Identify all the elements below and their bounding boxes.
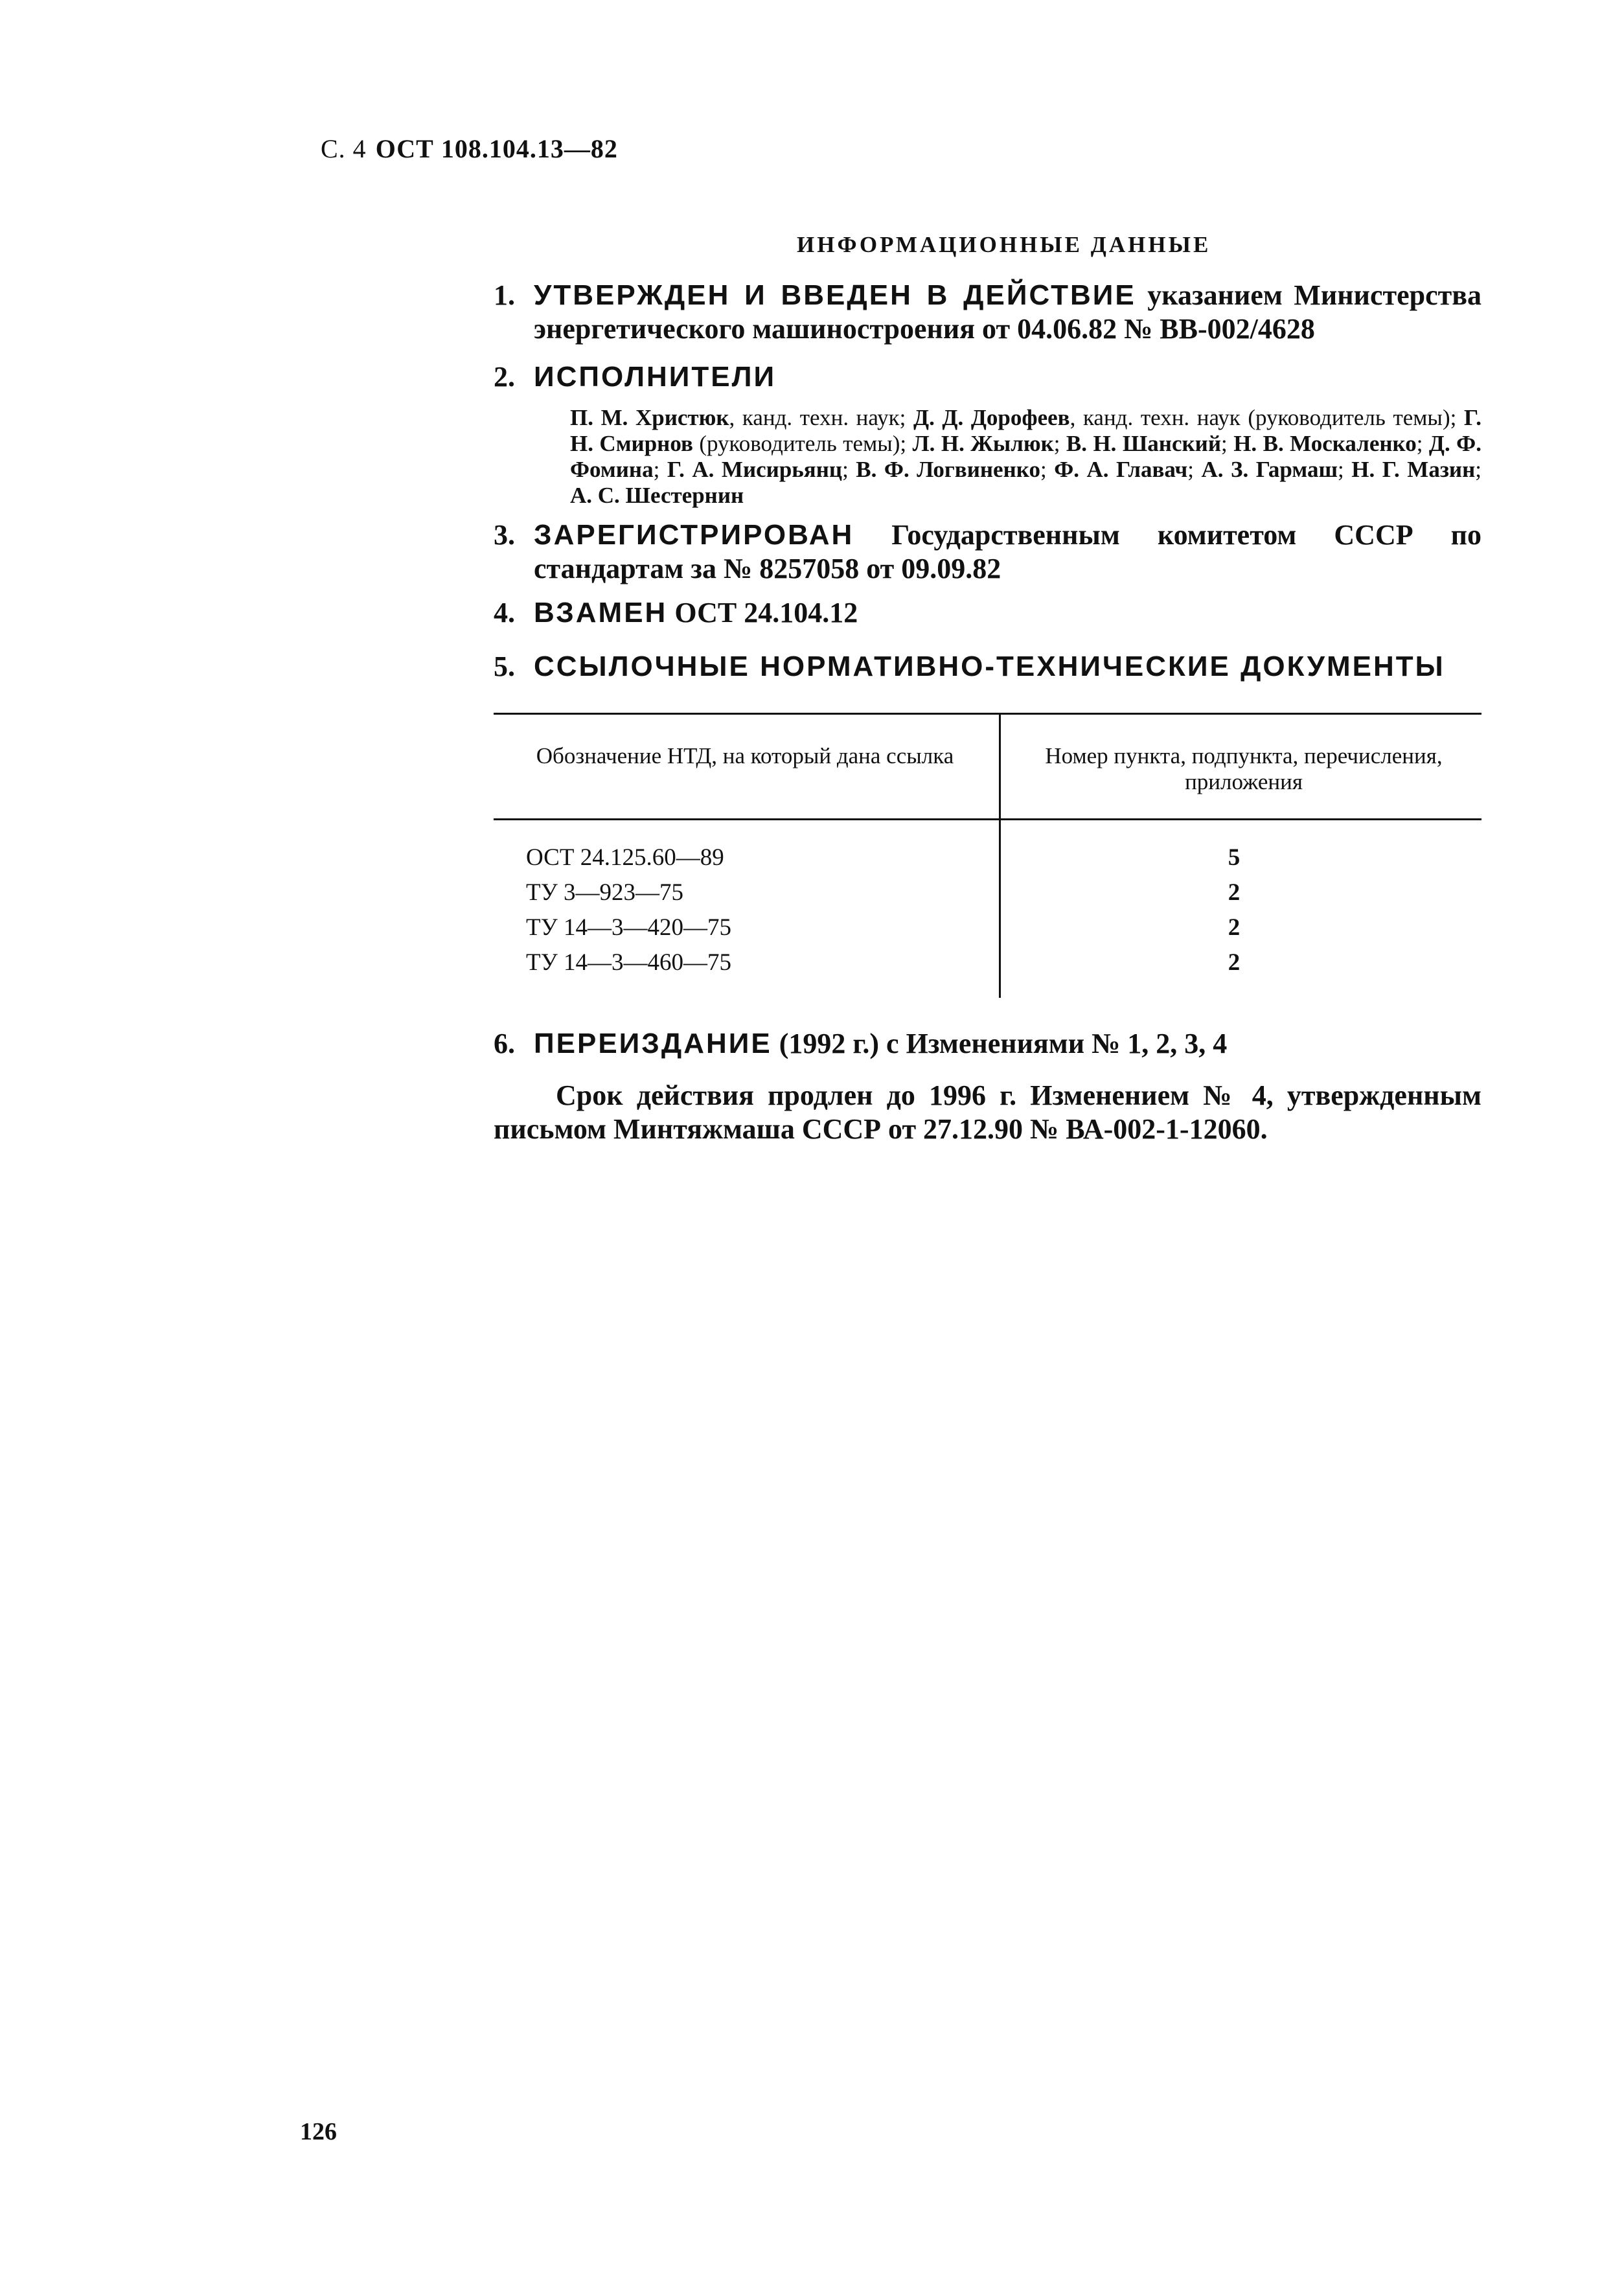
table-row-doc: ОСТ 24.125.60—89	[526, 844, 724, 871]
executor-note: ;	[1416, 431, 1429, 456]
info-item-5	[494, 650, 1481, 684]
executors-list	[570, 405, 1481, 509]
executor-note: ;	[653, 457, 667, 482]
item-number: 4.	[494, 597, 515, 629]
item-number: 6.	[494, 1028, 515, 1059]
executor-name: Н. Г. Мазин	[1351, 457, 1476, 482]
executor-name: Г. Н. Смирнов	[570, 405, 1481, 456]
executor-note: ;	[842, 457, 856, 482]
table-row-doc: ТУ 3—923—75	[526, 879, 684, 906]
page-header	[321, 133, 618, 164]
executor-name: Г. А. Мисирьянц	[667, 457, 843, 482]
info-item-3	[494, 518, 1481, 586]
page-label: С. 4	[321, 134, 367, 163]
info-item-6	[494, 1027, 1481, 1061]
table-row-ref: 2	[1228, 949, 1241, 976]
item-text: ОСТ 24.104.12	[667, 597, 858, 629]
page-number: 126	[300, 2118, 337, 2145]
table-row-doc: ТУ 14—3—420—75	[526, 914, 732, 941]
info-item-4	[494, 596, 1481, 630]
item-heading: УТВЕРЖДЕН И ВВЕДЕН В ДЕЙСТВИЕ	[534, 279, 1136, 311]
executor-note: ;	[1221, 431, 1234, 456]
executor-note: , канд. техн. наук (руководитель темы);	[1069, 405, 1464, 430]
executor-name: А. С. Шестернин	[570, 483, 744, 508]
item-heading: ССЫЛОЧНЫЕ НОРМАТИВНО-ТЕХНИЧЕСКИЕ ДОКУМЕНТЫ	[534, 651, 1445, 682]
table-header-rule	[494, 818, 1481, 820]
executor-note: (руководитель темы);	[692, 431, 913, 456]
item-heading: ЗАРЕГИСТРИРОВАН	[534, 519, 854, 551]
item-number: 2.	[494, 361, 515, 393]
executor-note: ;	[1338, 457, 1352, 482]
item-number: 3.	[494, 519, 515, 551]
item-text: указанием Министерства энергетического машиностроения от 04.06.82 № ВВ-002/4628	[534, 279, 1481, 345]
info-item-1	[494, 279, 1481, 346]
table-row-ref: 2	[1228, 914, 1241, 941]
executor-name: В. Н. Шанский	[1066, 431, 1222, 456]
executor-name: Ф. А. Главач	[1054, 457, 1188, 482]
executor-note: ;	[1053, 431, 1066, 456]
executor-name: П. М. Христюк	[570, 405, 729, 430]
table-column-rule	[999, 713, 1001, 998]
table-row-ref: 5	[1228, 844, 1241, 871]
executor-note: , канд. техн. наук;	[729, 405, 913, 430]
column-header-document: Обозначение НТД, на который дана ссылка	[536, 743, 954, 768]
item-text: Государственным комитетом СССР по стандартам за № 8257058 от 09.09.82	[534, 519, 1481, 584]
item-number: 1.	[494, 279, 515, 311]
standard-designation: ОСТ 108.104.13—82	[375, 134, 618, 163]
item-heading: ВЗАМЕН	[534, 597, 668, 629]
table-row-doc: ТУ 14—3—460—75	[526, 949, 732, 976]
item-text: (1992 г.) с Изменениями № 1, 2, 3, 4	[772, 1028, 1228, 1059]
executor-name: Н. В. Москаленко	[1233, 431, 1417, 456]
item-heading: ПЕРЕИЗДАНИЕ	[534, 1028, 772, 1059]
section-title: ИНФОРМАЦИОННЫЕ ДАННЫЕ	[797, 232, 1211, 257]
column-header-reference: Номер пункта, подпункта, перечисления, приложения	[1045, 743, 1443, 794]
executor-name: Д. Ф. Фомина	[570, 431, 1481, 482]
table-top-rule	[494, 713, 1481, 715]
item-number: 5.	[494, 651, 515, 682]
item-heading: ИСПОЛНИТЕЛИ	[534, 361, 777, 393]
executor-note: ;	[1040, 457, 1055, 482]
executor-note: ;	[1475, 457, 1481, 482]
executor-name: Д. Д. Дорофеев	[913, 405, 1070, 430]
extension-note: Срок действия продлен до 1996 г. Изменением № 4, утвержденным письмом Минтяжмаша СССР от 27.12.90 № ВА-002-1-12060.	[494, 1079, 1481, 1145]
executor-note: ;	[1187, 457, 1202, 482]
executor-name: А. З. Гармаш	[1201, 457, 1338, 482]
executor-name: Л. Н. Жылюк	[912, 431, 1054, 456]
info-item-2	[494, 360, 1481, 394]
executor-name: В. Ф. Логвиненко	[856, 457, 1040, 482]
table-row-ref: 2	[1228, 879, 1241, 906]
